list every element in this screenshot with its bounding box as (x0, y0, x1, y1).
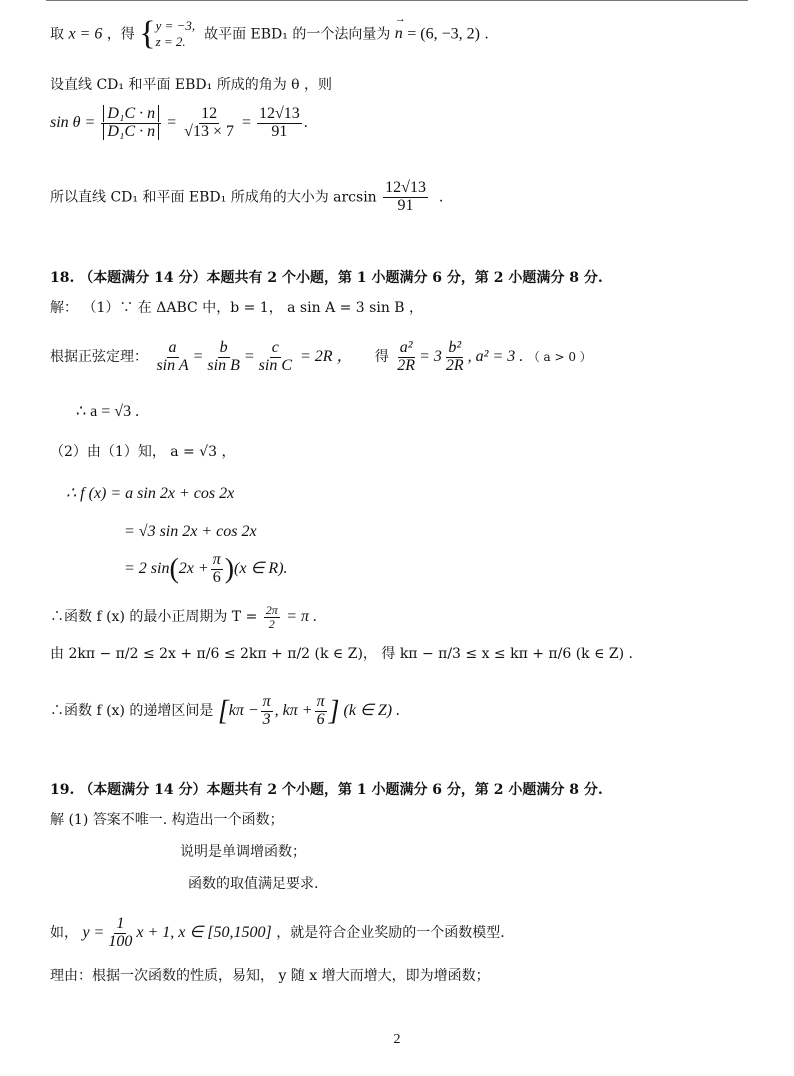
q18-line-1 (50, 300, 423, 317)
function-model: y = $\frac{1}{100}$ x + 1, x ∈ [50,1500] (82, 915, 272, 950)
q18-line-8 (50, 604, 317, 630)
bracket: [ (217, 695, 229, 727)
text: 说明是单调增函数； (180, 844, 306, 860)
fraction: $\frac{a}{\text{sin A}}$ (156, 339, 189, 374)
page-number: 2 (393, 1032, 401, 1047)
q18-line-6 (124, 522, 257, 541)
brace: { (139, 15, 156, 52)
abs-value: D₁C · n (103, 105, 159, 122)
ratio: $\frac{\text{a²}}{2R}$ = 3 $\frac{\text{b²}}{2R}$ , (397, 339, 476, 374)
text: . (484, 26, 489, 43)
text: ，得 (106, 26, 135, 43)
line-normal-vector (50, 14, 489, 55)
q18-line-3 (76, 402, 139, 421)
q18-line-5 (66, 484, 234, 503)
denominator: 91 (397, 196, 414, 214)
text: 理由：根据一次函数的性质，易知， y 随 x 增大而增大，即为增函数； (50, 968, 490, 984)
line-sin-theta: sin θ = $\frac{\text{D₁C · n}}{\text{D₁C · n}}$ = $\frac{12}{√13 \times 7}$ = $\frac{12√13}{91}$ . (50, 105, 308, 140)
q19-heading (50, 782, 603, 799)
fraction: $\frac{b}{\text{sin B}}$ (207, 339, 240, 374)
fraction (182, 106, 236, 141)
text: 函数的取值满足要求. (188, 876, 319, 892)
fraction: $\frac{\pi}{6}$ (212, 551, 221, 586)
math: sin θ = (50, 113, 96, 131)
q19-line-3 (188, 876, 318, 893)
q18-line-sine-rule (50, 340, 592, 375)
fraction: $\frac{\pi}{3}$ (262, 693, 271, 728)
text: 根据正弦定理： (50, 348, 148, 365)
fraction (257, 106, 302, 141)
text: 如， (50, 924, 78, 941)
text: （2）由（1）知， a = √3 ， (50, 444, 236, 460)
condition: （ a > 0 ） (527, 349, 592, 364)
fraction: $\frac{\text{a²}}{2R}$ (397, 339, 416, 374)
math: = 2 sin (124, 559, 170, 577)
text: . (438, 189, 444, 206)
math: a² = 3 . (475, 347, 524, 365)
q19-line-2 (180, 844, 306, 861)
math: 2x + (178, 559, 209, 577)
fraction (383, 180, 428, 215)
math: = (6, −3, 2) (407, 25, 480, 43)
text: 取 (50, 26, 64, 43)
text: 解： （1）∵ 在 ΔABC 中，b = 1， a sin A = 3 sin B ， (50, 300, 424, 316)
numerator: 2π (265, 603, 278, 617)
fraction: $\frac{1}{100}$ (108, 915, 133, 950)
abs-value: D₁C · n (103, 123, 159, 140)
text: 得 (374, 348, 389, 365)
denominator: 91 (271, 122, 288, 140)
system-row: y = −3, (155, 18, 196, 34)
interval: [kπ − $\frac{\pi}{3}$ , kπ + $\frac{\pi}{6}$ ] (217, 693, 340, 728)
q18-line-10 (50, 694, 400, 729)
q19-line-5 (50, 968, 490, 985)
header-rule (46, 0, 748, 1)
line-angle-def (50, 77, 332, 94)
math: ∴ f (x) = a sin 2x + cos 2x (66, 485, 235, 502)
denominator (101, 124, 161, 141)
text: 由 2kπ − π/2 ≤ 2x + π/6 ≤ 2kπ + π/2 (k ∈ Z)， 得 kπ − π/3 ≤ x ≤ kπ + π/6 (k ∈ Z) . (50, 646, 634, 662)
denominator: 2 (268, 616, 275, 631)
q18-line-9 (50, 646, 633, 663)
math: = √3 sin 2x + cos 2x (124, 523, 257, 540)
q18-line-4 (50, 444, 236, 461)
fraction: $\frac{\pi}{6}$ (316, 693, 325, 728)
fraction (264, 604, 280, 630)
q18-heading (50, 270, 603, 287)
vector-n: → n (395, 24, 403, 43)
math: = 2R ， (300, 347, 353, 365)
numerator (101, 106, 161, 124)
numerator: 12 (201, 105, 218, 122)
equation-system (156, 18, 196, 51)
denominator: √13 × 7 (184, 122, 234, 140)
numerator: 12√13 (385, 179, 426, 196)
q18-line-7 (124, 552, 288, 587)
sine-rule: $\frac{a}{\text{sin A}}$ = $\frac{b}{\text{sin B}}$ = $\frac{c}{\text{sin C}}$ (156, 339, 292, 374)
text: 所以直线 CD₁ 和平面 EBD₁ 所成角的大小为 arcsin (50, 189, 377, 206)
math: (x ∈ R). (234, 559, 288, 577)
numerator: 12√13 (259, 105, 300, 122)
fraction: $\frac{\text{b²}}{2R}$ (445, 339, 464, 374)
text: 故平面 EBD₁ 的一个法向量为 (204, 26, 391, 43)
line-conclusion (50, 180, 443, 215)
fraction (101, 106, 161, 141)
math: = π . (286, 608, 318, 626)
paren: ( (169, 553, 179, 585)
math: x = 6 (68, 25, 103, 43)
system-row: z = 2. (155, 34, 186, 50)
text: 19. （本题满分 14 分）本题共有 2 个小题，第 1 小题满分 6 分，第 2 小题满分 8 分. (50, 782, 603, 798)
text: ，就是符合企业奖励的一个函数模型. (276, 924, 505, 941)
text: ∴函数 f (x) 的最小正周期为 T = (50, 609, 258, 626)
math: (k ∈ Z) . (343, 701, 401, 719)
text: 解 (1) 答案不唯一. 构造出一个函数； (50, 812, 284, 828)
q19-line-4 (50, 916, 505, 951)
q19-line-1 (50, 812, 284, 829)
text: 设直线 CD₁ 和平面 EBD₁ 所成的角为 θ ，则 (50, 77, 333, 93)
text: ∴函数 f (x) 的递增区间是 (50, 702, 214, 719)
paren: ) (224, 553, 235, 585)
math: ∴ a = √3 . (76, 403, 140, 420)
bracket: ] (328, 695, 340, 727)
text: 18. （本题满分 14 分）本题共有 2 个小题，第 1 小题满分 6 分，第 2 小题满分 8 分. (50, 270, 603, 286)
fraction: $\frac{c}{\text{sin C}}$ (258, 339, 292, 374)
